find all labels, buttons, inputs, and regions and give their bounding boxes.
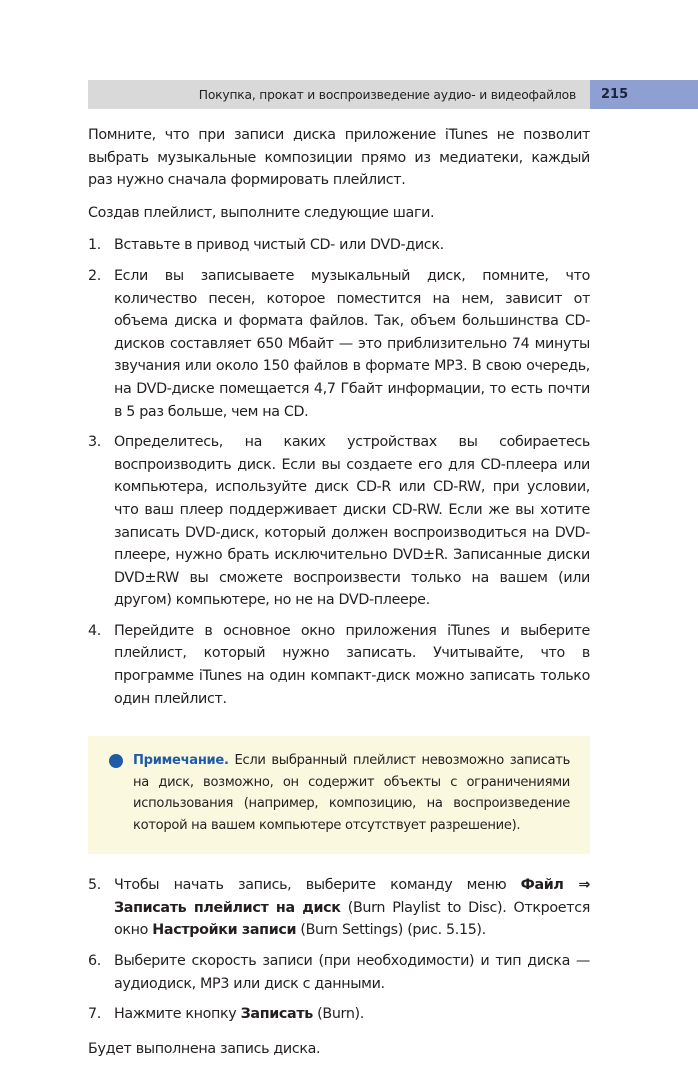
item-text: Нажмите кнопку (114, 1006, 241, 1023)
item-text: Перейдите в основное окно приложения iTunes и выберите плейлист, который нужно записать. Учитывайте, что в программе iTunes на один компакт-диск можно записать только один плейлист. (114, 622, 590, 707)
list-item (88, 620, 590, 710)
note-text: Если выбранный плейлист невозможно записать на диск, возможно, он содержит объекты с ограничениями использования (например, композицию, на воспроизведение которой на вашем компьютере отсутствует разрешение). (133, 753, 570, 833)
page-number: 215 (601, 87, 629, 102)
list-item (88, 431, 590, 612)
item-text: Определитесь, на каких устройствах вы собираетесь воспроизводить диск. Если вы создаете его для CD-плеера или компьютера, используйте диск CD-R или CD-RW, при условии, что ваш плеер поддерживает диски CD-RW. Если же вы хотите записать DVD-диск, который должен воспроизводиться на DVD-плеере, нужно брать исключительно DVD±R. Записанные диски DVD±RW вы сможете воспроизвести только на вашем (или другом) компьютере, но не на DVD-плеере. (114, 434, 590, 609)
note-label: Примечание. (133, 753, 229, 769)
steps-list-part-1 (88, 234, 590, 710)
item-number: 1. (88, 237, 101, 254)
item-number: 3. (88, 434, 101, 451)
running-title-bar (88, 80, 590, 109)
page-body (88, 124, 590, 1070)
list-item (88, 1003, 590, 1026)
page-number-bar (590, 80, 698, 109)
item-text: Выберите скорость записи (при необходимости) и тип диска — аудиодиск, MP3 или диск с данными. (114, 953, 590, 992)
item-number: 2. (88, 267, 101, 284)
closing-paragraph: Будет выполнена запись диска. (88, 1040, 321, 1057)
list-item (88, 265, 590, 423)
running-header (88, 80, 698, 109)
note-box (88, 736, 590, 854)
item-number: 7. (88, 1006, 101, 1023)
window-name: Настройки записи (152, 922, 297, 939)
steps-list-part-2 (88, 874, 590, 1026)
running-title: Покупка, прокат и воспроизведение аудио- и видеофайлов (198, 87, 576, 102)
item-number: 6. (88, 953, 101, 970)
item-number: 4. (88, 622, 101, 639)
steps-lead-in: Создав плейлист, выполните следующие шаги. (88, 204, 435, 221)
item-text: Чтобы начать запись, выберите команду меню (114, 877, 521, 894)
intro-paragraph: Помните, что при записи диска приложение iTunes не позволит выбрать музыкальные композиции прямо из медиатеки, каждый раз нужно сначала формировать плейлист. (88, 127, 590, 189)
list-item (88, 950, 590, 995)
item-text: Вставьте в привод чистый CD- или DVD-диск. (114, 237, 444, 254)
list-item (88, 234, 590, 257)
button-name: Записать (240, 1006, 313, 1023)
note-bullet-icon (109, 754, 123, 768)
item-text: (Burn Settings) (рис. 5.15). (296, 922, 486, 939)
list-item (88, 874, 590, 942)
item-text: (Burn). (312, 1006, 364, 1023)
item-number: 5. (88, 877, 101, 894)
menu-command: Файл ⇒ Записать плейлист на диск (114, 877, 590, 916)
item-text: (Burn Playlist to Disc). Откроется окно (114, 899, 590, 939)
item-text: Если вы записываете музыкальный диск, помните, что количество песен, которое поместится на нем, зависит от объема диска и формата файлов. Так, объем большинства CD-дисков составляет 650 Мбайт — это приблизительно 74 минуты звучания или около 150 файлов в формате MP3. В свою очередь, на DVD-диске помещается 4,7 Гбайт информации, то есть почти в 5 раз больше, чем на CD. (114, 267, 590, 420)
